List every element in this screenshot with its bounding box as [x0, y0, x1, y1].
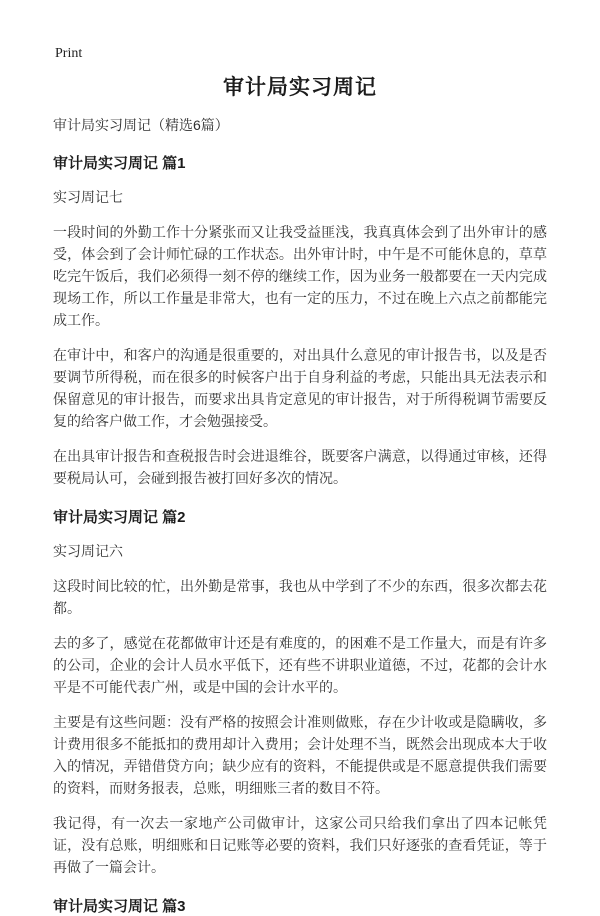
paragraph: 主要是有这些问题：没有严格的按照会计准则做账，存在少计收或是隐瞒收，多计费用很多不能抵扣的费用却计入费用；会计处理不当，既然会出现成本大于收入的情况，弄错借贷方向；缺少应有的资料，不能提供或是不愿意提供我们需要的资料，而财务报表，总账，明细账三者的数目不符。: [53, 714, 547, 796]
paragraph: 我记得，有一次去一家地产公司做审计，这家公司只给我们拿出了四本记帐凭证，没有总账，明细账和日记账等必要的资料，我们只好逐张的查看凭证，等于再做了一篇会计。: [53, 815, 547, 875]
section-heading: 审计局实习周记 篇1: [53, 155, 186, 172]
paragraph: 一段时间的外勤工作十分紧张而又让我受益匪浅，我真真体会到了出外审计的感受，体会到了会计师忙碌的工作状态。出外审计时，中午是不可能休息的，草草吃完午饭后，我们必须得一刻不停的继续工作，因为业务一般都要在一天内完成现场工作，所以工作量是非常大，也有一定的压力，不过在晚上六点之前都能完成工作。: [53, 224, 547, 328]
section-heading: 审计局实习周记 篇3: [53, 898, 186, 915]
paragraph: 在审计中，和客户的沟通是很重要的，对出具什么意见的审计报告书，以及是否要调节所得税，而在很多的时候客户出于自身利益的考虑，只能出具无法表示和保留意见的审计报告，而要求出具肯定意见的审计报告，对于所得税调节需要反复的给客户做工作，才会勉强接受。: [53, 347, 547, 429]
essay-section-3: [53, 897, 547, 916]
essay-section-2: [53, 508, 547, 878]
paragraph: 去的多了，感觉在花都做审计还是有难度的，的困难不是工作量大，而是有许多的公司，企业的会计人员水平低下，还有些不讲职业道德，不过，花都的会计水平是不可能代表广州，或是中国的会计水平的。: [53, 635, 547, 695]
print-link[interactable]: Print: [55, 46, 83, 61]
section-subheading: 实习周记七: [53, 189, 123, 205]
essay-section-1: [53, 154, 547, 489]
document-subtitle: 审计局实习周记（精选6篇）: [53, 117, 229, 133]
paragraph: 在出具审计报告和查税报告时会进退维谷，既要客户满意，以得通过审核，还得要税局认可，会碰到报告被打回好多次的情况。: [53, 448, 547, 486]
page-title: 审计局实习周记: [223, 76, 377, 99]
section-subheading: 实习周记六: [53, 543, 123, 559]
section-heading: 审计局实习周记 篇2: [53, 509, 186, 526]
paragraph: 这段时间比较的忙，出外勤是常事，我也从中学到了不少的东西，很多次都去花都。: [53, 578, 547, 616]
